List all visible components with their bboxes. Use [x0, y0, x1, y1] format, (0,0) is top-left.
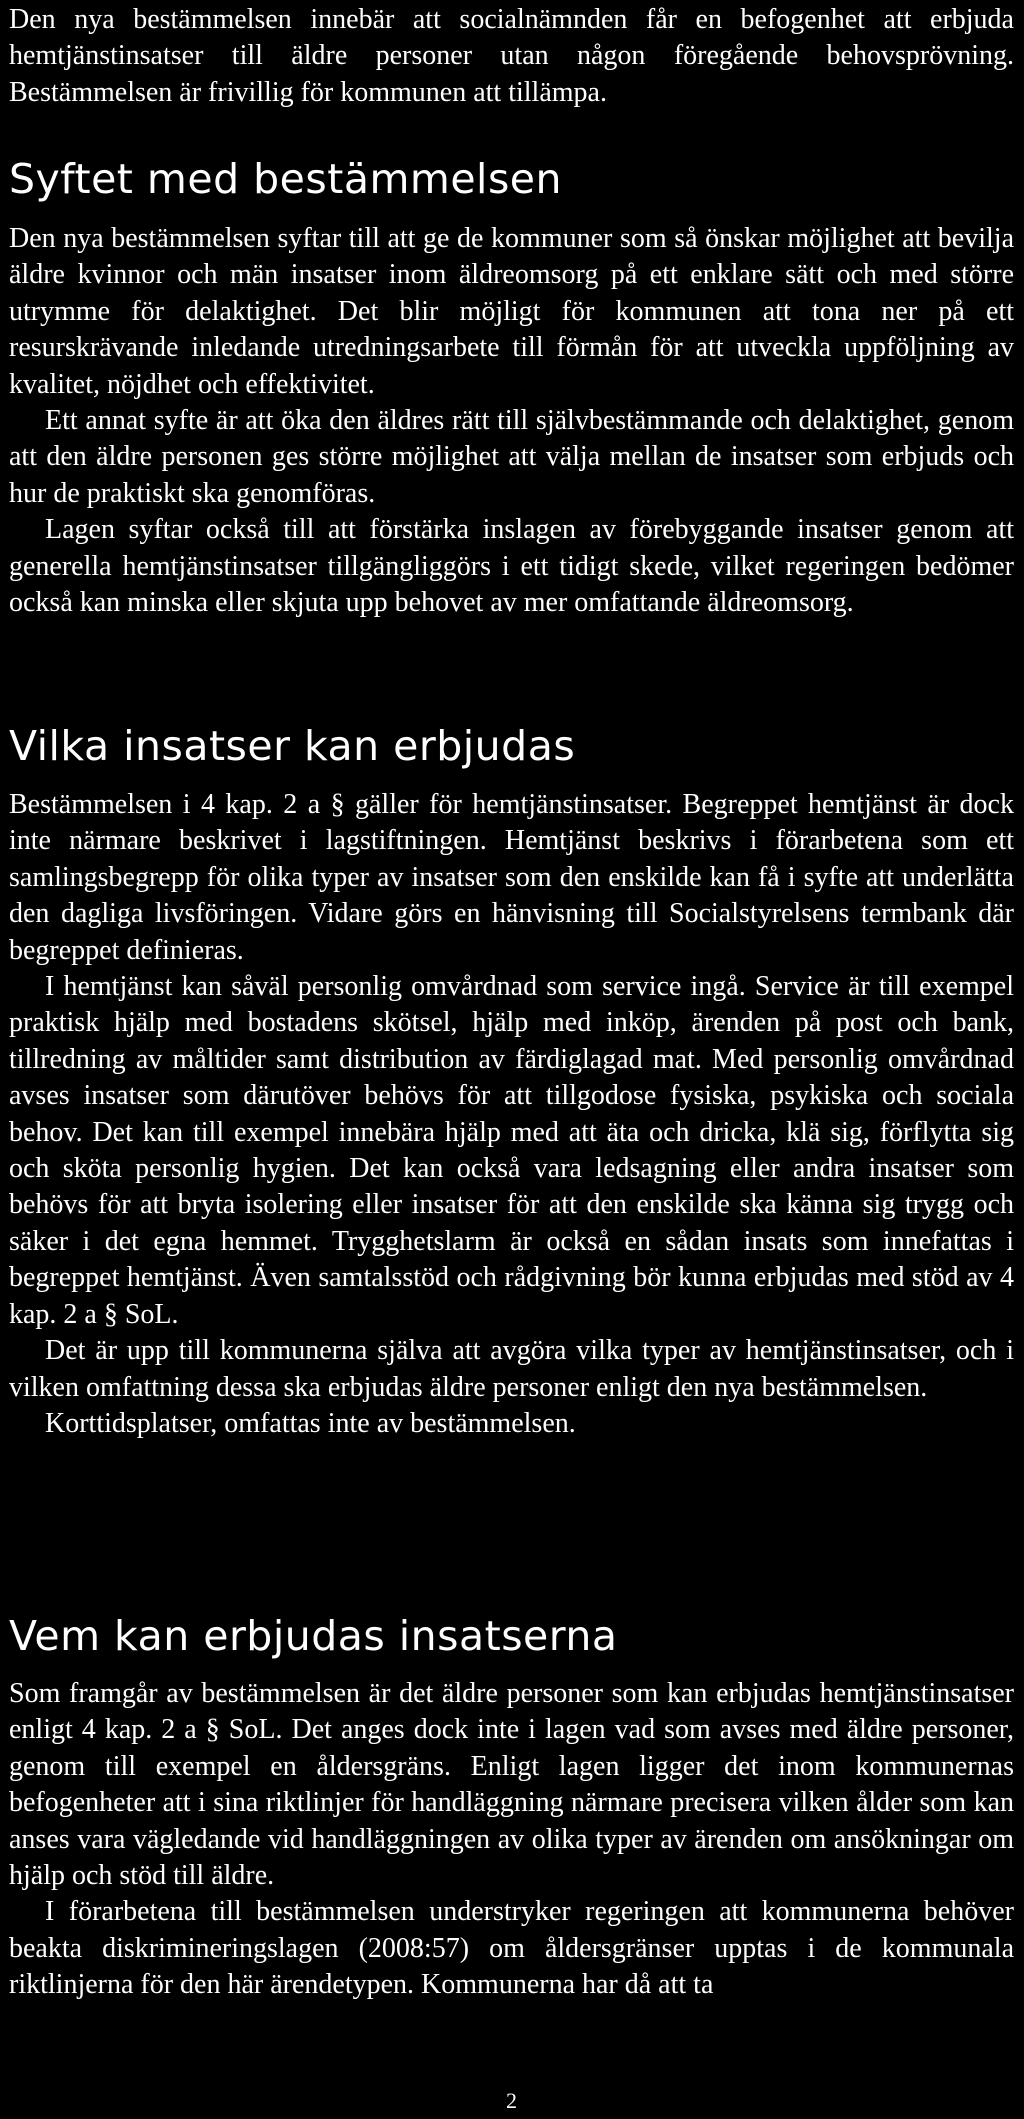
- body-paragraph: Som framgår av bestämmelsen är det äldre personer som kan erbjudas hemtjänstinsatser enligt 4 kap. 2 a § SoL. Det anges dock inte i lagen vad som avses med äldre personer, genom till exempel en åldersgräns. Enligt lagen ligger det inom kommunernas befogenheter att i sina riktlinjer för handläggning närmare precisera vilken ålder som kan anses vara vägledande vid handläggningen av olika typer av ärenden om ansökningar om hjälp och stöd till äldre.: [9, 1678, 1014, 1892]
- body-paragraph: Ett annat syfte är att öka den äldres rätt till självbestämmande och delaktighet, genom att den äldre personen ges större möjlighet att välja mellan de insatser som erbjuds och hur de praktiskt ska genomföras.: [9, 405, 1014, 509]
- body-paragraph: Korttidsplatser, omfattas inte av bestämmelsen.: [45, 1407, 576, 1439]
- section-heading-syftet: Syftet med bestämmelsen: [9, 155, 563, 203]
- body-paragraph: Det är upp till kommunerna själva att avgöra vilka typer av hemtjänstinsatser, och i vilken omfattning dessa ska erbjudas äldre personer enligt den nya bestämmelsen.: [9, 1335, 1014, 1403]
- body-paragraph: Den nya bestämmelsen syftar till att ge de kommuner som så önskar möjlighet att bevilja äldre kvinnor och män insatser inom äldreomsorg på ett enklare sätt och med större utrymme för delaktighet. Det blir möjligt för kommunen att tona ner på ett resurskrävande inledande utredningsarbete till förmån för att utveckla uppföljning av kvalitet, nöjdhet och effektivitet.: [9, 223, 1014, 400]
- section-body-syftet: [9, 221, 1014, 621]
- section-heading-vilka-insatser: Vilka insatser kan erbjudas: [9, 722, 576, 770]
- section-body-vem-kan-erbjudas: [9, 1676, 1014, 2004]
- body-paragraph: I förarbetena till bestämmelsen understryker regeringen att kommunerna behöver beakta diskrimineringslagen (2008:57) om åldersgränser upptas i de kommunala riktlinjerna för den här ärendetypen. Kommunerna har då att ta: [9, 1896, 1014, 2001]
- body-paragraph: I hemtjänst kan såväl personlig omvårdnad som service ingå. Service är till exempel praktisk hjälp med bostadens skötsel, hjälp med inköp, ärenden på post och bank, tillredning av måltider samt distribution av färdiglagad mat. Med personlig omvårdnad avses insatser som därutöver behövs för att tillgodose fysiska, psykiska och sociala behov. Det kan till exempel innebära hjälp med att äta och dricka, klä sig, förflytta sig och sköta personlig hygien. Det kan också vara ledsagning eller andra insatser som behövs för att bryta isolering eller insatser för att den enskilde ska känna sig trygg och säker i det egna hemmet. Trygghetslarm är också en sådan insats som innefattas i begreppet hemtjänst. Även samtalsstöd och rådgivning bör kunna erbjudas med stöd av 4 kap. 2 a § SoL.: [9, 971, 1014, 1330]
- intro-paragraph: Den nya bestämmelsen innebär att socialnämnden får en befogenhet att erbjuda hemtjänstinsatser till äldre personer utan någon föregående behovsprövning. Bestämmelsen är frivillig för kommunen att tillämpa.: [9, 4, 1014, 108]
- section-body-vilka-insatser: [9, 787, 1014, 1442]
- section-heading-vem-kan-erbjudas: Vem kan erbjudas insatserna: [9, 1612, 618, 1660]
- body-paragraph: Bestämmelsen i 4 kap. 2 a § gäller för hemtjänstinsatser. Begreppet hemtjänst är dock inte närmare beskrivet i lagstiftningen. Hemtjänst beskrivs i förarbetena som ett samlingsbegrepp för olika typer av insatser som den enskilde kan få i syfte att underlätta den dagliga livsföringen. Vidare görs en hänvisning till Socialstyrelsens termbank där begreppet definieras.: [9, 789, 1014, 966]
- page-number: 2: [506, 2088, 517, 2113]
- body-paragraph: Lagen syftar också till att förstärka inslagen av förebyggande insatser genom att generella hemtjänstinsatser tillgängliggörs i ett tidigt skede, vilket regeringen bedömer också kan minska eller skjuta upp behovet av mer omfattande äldreomsorg.: [9, 514, 1014, 619]
